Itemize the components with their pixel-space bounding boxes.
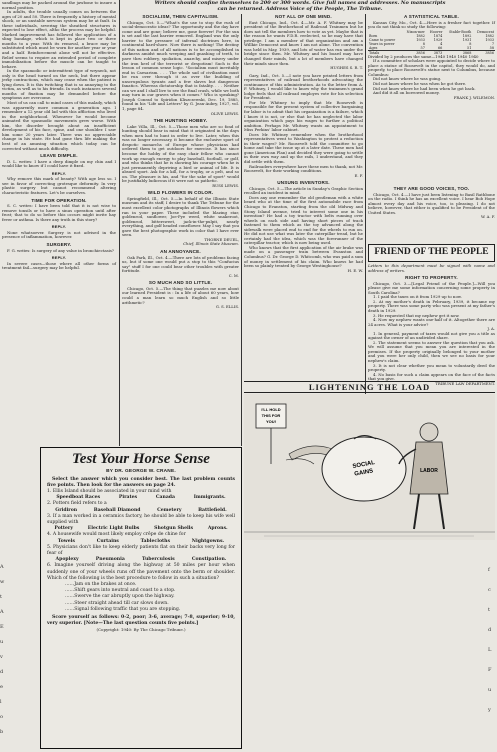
quiz-option[interactable]: Tablecloths (140, 538, 171, 544)
table-header-cell: Stable-Booth (449, 29, 472, 34)
quiz-option[interactable]: ……Steer straight ahead till car slows down. (65, 600, 169, 606)
letter-text: Chicago, Oct. 5.—The article in Sunday's Graphic Section recalled an incident in mind. (244, 185, 363, 196)
list-item: 2. At my mother's death in February, 1939, it became my property. There was some party who was present at my father's death in 1929. (368, 298, 495, 313)
paragraph: Most of us can call to mind cases of this malady, which was apparently more common a generation ago. I remember a 12 year old lad with this affliction who lived in the neighborhood. Whenever he would become animated the spasmodic movements grew worse. With him, the disorder brought about an insufficient development of his face, spine, and one shoulder. I saw him some 20 years later. There was no appreciable change in his state. He had gone thru life making the best of an amusing situation which today can be corrected without much difficulty. (2, 100, 116, 151)
section-heading: SURGERY. (46, 241, 72, 247)
question-text: D. L. writes: I have a deep dimple on my chin and I would like to know if I could have it fixed. (2, 158, 116, 169)
list-item: Did not know where he had been when he got back. (373, 85, 476, 91)
quiz-question: 4. A housewife would most likely employ crêpe de chine for (47, 532, 186, 538)
table-cell: 1933 (485, 37, 494, 42)
left-margin-fragments (0, 560, 8, 750)
quiz-option[interactable]: ……Jam on the brakes at once. (65, 582, 137, 588)
margin-letter: o (0, 714, 4, 720)
table-cell: 3873 (433, 50, 443, 55)
margin-letter: y (488, 707, 491, 713)
table-header-cell: Nixon-mer (406, 29, 425, 34)
list-item: Did not know where he was going. (373, 76, 442, 82)
quiz-option[interactable]: ……Shift gears into neutral and coast to a stop. (65, 588, 176, 594)
table-cell: 8 (422, 41, 425, 46)
table-cell: 1929 (433, 37, 443, 42)
quiz-option[interactable]: ……Signal following traffic that you are stopping. (65, 606, 181, 612)
table-cell: 1931 (462, 37, 472, 42)
margin-letter: t (0, 594, 3, 600)
letter-signature: H. E. W. (347, 267, 363, 273)
letter-signature-title: Chief, Illinois State Museum. (183, 241, 239, 247)
quiz-option[interactable]: ……Swerve the car abruptly upon the highway. (65, 594, 175, 600)
letters-column-4 (368, 14, 495, 143)
letter-text: Kansas City, Mo., Oct. 4.—Here is a fresher fact together. If you do not think so study the following: (368, 19, 495, 30)
cartoon-title: LIGHTENING THE LOAD (308, 382, 431, 392)
quiz-option[interactable]: Pirates (118, 495, 138, 501)
labor-figure-label: LABOR (420, 468, 438, 474)
letter-title: SOCIALISM, THEN CAPITALISM. (142, 14, 219, 19)
letter-signature: HUGHES S. R. T. (330, 65, 363, 71)
table-cell: 1882 (416, 33, 425, 38)
table-cell: Years in power (369, 41, 395, 46)
quiz-option[interactable]: Cemetery (157, 507, 182, 513)
quiz-option[interactable]: Nightgowns. (191, 538, 225, 544)
quiz-option[interactable]: Towels (57, 538, 76, 544)
department-signature: TRIBUNE LAW DEPARTMENT. (435, 380, 495, 386)
margin-letter: d (0, 669, 4, 675)
paragraph: sandbags may be packed around the jawbone to insure a normal position. (2, 0, 116, 10)
cartoon-sign-line-2: THIS FOR (261, 413, 281, 418)
editorial-banner: Writers should confine themselves to 200 or 300 words. Give full names and addresses. No manuscripts can be returned. Address Voice of the People, The Tribune. (154, 0, 446, 12)
reply-text: None whatsoever. Surgery is not advised in the presence of inflammation, however. (2, 229, 116, 240)
quiz-question: 5. Physicians don't like to keep elderly patients flat on their backs very long for fear of (47, 544, 235, 557)
friend-of-people-header (368, 244, 495, 262)
section-heading: LEAVE DIMPLE. (40, 153, 78, 159)
letter-text: Does Mr. Whitney remember when the brotherhood representatives went to Washington to protest a reduction in their wages? Mr. Roosevelt told the committee to go home and take the issue up at a later date. These men had gone (American Plan) and decided they were going to settle in their own way and up the rails, I understand, and they did settle with them. (244, 131, 363, 164)
letter-text: If a committee of scholars were appointed to decide where to place a statue of Roosevelt in the capitol, they would do, and properly, to place Roosevelt's statue next to Columbus, because Columbus: (368, 58, 495, 77)
table-cell: Ages (369, 45, 378, 50)
quiz-question: 6. Imagine yourself driving along the highway at 50 miles per hour when suddenly one of your wheels runs off the pavement onto the berm or shoulder. Which of the following is the best procedure to follow in such a situation? (47, 563, 235, 581)
letter-title: AN ANNOYANCE. (160, 248, 201, 254)
quiz-scoring: Score yourself as follows: 0-2, poor; 3-6, average; 7-8, superior; 9-10, very superior. [Note—The last question counts five points.] (47, 615, 235, 627)
letter-title: A STATISTICAL TABLE. (403, 14, 460, 19)
letter-signature: FRANK J. WILEMON. (453, 94, 495, 100)
quiz-option[interactable]: Gridiron (55, 507, 78, 513)
column-rule-1 (119, 0, 120, 446)
quiz-option[interactable]: Speedboat Races (56, 495, 101, 501)
margin-letter: d (488, 627, 492, 633)
reply-heading: REPLY. (51, 224, 67, 230)
letter-text: Does any one remember the old gentleman with a white beard who at the time of the first automobile race from Chicago to Evanston, starting from the old Midway and Stony Island avenue, tried to interest some one in his invention? He had a toy tractor with belts running over wheels on each side and having short pieces of track fastened to them which as the toy advanced along the sidewalk were placed end to end for the wheels to run on. He did not use what was later the caterpillar tread, but he certainly had the idea, which was the forerunner of the caterpillar tractor, which is now being used. (244, 194, 363, 246)
table-cell: 3868 (462, 50, 472, 55)
quiz-option-text: Jam on the brakes at once. (74, 582, 137, 588)
table-cell: 57 (420, 45, 425, 50)
reply-heading: REPLY. (51, 255, 67, 261)
table-cell: 58 (489, 45, 494, 50)
letter-text: Chicago, Oct. 3.—[Legal Friend of the People.]—Will you please give me some information concerning some property in South Carolina? (368, 280, 495, 295)
letter-text: For Mr. Whitney to imply that Mr. Roosevelt is responsible for the present system of collective bargaining for labor is to admit that his organization is a failure, which I know it is not, or else that he has neglected the labor organization which pays his wages to further a political ambition. Perhaps Mr. Whitney wants an appointment to Miss Perkins' labor cabinet. (244, 99, 363, 133)
margin-letter: v (0, 654, 3, 660)
quiz-option-text: Steer straight ahead till car slows down. (74, 600, 169, 606)
letter-title: THE HUNTING HOBBY. (153, 118, 208, 124)
table-cell: Born (369, 33, 378, 38)
letter-text: Chicago, Oct. 5.—The thing that puzzles me now about our learned President is : In a life of about 60 years, how could a man learn so much English and so little arithmetic? (122, 285, 239, 305)
reply-text: In severe cases—those where all other forms of treatment fail—surgery may be helpful. (2, 260, 116, 271)
department-note: Letters to this department must be signed with name and address of writers. (368, 263, 495, 273)
table-header-cell: Hoover (429, 29, 443, 34)
quiz-option-text: Signal following traffic that you are stopping. (74, 606, 181, 612)
column-rule-2 (241, 14, 242, 446)
letter-title: UNSUNG INVENTORS. (277, 180, 330, 186)
quiz-option[interactable]: Aprons. (207, 526, 228, 532)
quiz-option[interactable]: Baseball Diamond (93, 507, 141, 513)
quiz-option[interactable]: Immigrants. (193, 495, 226, 501)
margin-letter: A (0, 609, 4, 615)
reply-text: 2. The statement seems to answer the question that you ask. We will assume that you mean you are interested in the premises. If the property originally belonged to your mother and you were her only child, then we see no basis for your nephew's claim. (368, 339, 495, 363)
table-header-cell: Democrat (477, 29, 494, 34)
letter-text: Chicago, Oct. 4.—I have just been listening to Basil Rathbone on the radio. I think he has an excellent voice. I hear Bob Hope almost every day and his voice, too, is pleasing. I do not believe, however, that either is qualified to be President of the United States. (368, 191, 495, 215)
quiz-question: 1. Ellis Island should be associated in your mind with (47, 489, 172, 494)
table-cell: 1874 (433, 33, 443, 38)
labor-figure-head (420, 423, 438, 441)
margin-letter: b (0, 729, 4, 735)
letter-signature: J. A. (487, 326, 495, 332)
letter-signature: OLIVE LEWIS. (210, 110, 239, 116)
margin-letter: A (0, 564, 4, 570)
statistics-table (368, 30, 495, 55)
quiz-option[interactable]: Battlefield. (198, 507, 227, 513)
table-cell: 51 (467, 45, 472, 50)
quiz-option-list (47, 582, 235, 613)
quiz-option[interactable]: Constipation. (191, 557, 227, 563)
table-cell: 8 (469, 41, 472, 46)
margin-letter: f (488, 567, 490, 573)
quiz-option[interactable]: Tuberculosis (141, 557, 175, 563)
letter-signature: THORNE DEUEL, (204, 236, 239, 242)
quiz-question: 3. If a man worked in a ceramics factory, he should be able to keep his wife well supplied with (47, 513, 235, 526)
table-cell: 66 (438, 45, 443, 50)
table-cell: 1892 (462, 33, 472, 38)
letter-text: Chicago, Oct. 5.—"What's the use to stop the rush of social-democratic ideas? The opportunity and the day have come and are gone; believe me, gone forever! For the sun is set and the last barrier removed. England was the only barrier to the pressure of infernal doctrines here, in continental hard-shore. Now there is nothing! The destiny of this nation and of all nations is to be accomplished in darkness amidst much weeping and gnashing of teeth, to pave thru robbery, spoliation, anarchy, and misery under the iron heel of the terrorist or despotism! Such is the lesson of common sense logic. "Socialism must inevitably end in Caesarism. . . . The whole sad of civilization must be run over through it as over the building of unscrupulous tyrants and a few slaves but dangerous fanatics. Whereas dictatorship that is fatality. . . . Neither can we and I shall live to see the final crash, while we both may turn in our graves when it comes." Who is speaking? Joseph Conrad to Spiridon Kliszczewski, Dec. 19, 1885, found in his "Life and Letters" by G. Jean-Aubry, 1927, vol. 1, page 84. (122, 19, 239, 111)
sack-label-line-2: GAINS (353, 468, 374, 478)
quiz-option[interactable]: Pottery (54, 526, 74, 532)
table-cell: 4 (440, 41, 443, 46)
letter-signature: E. F. (354, 172, 363, 178)
letters-column-4-second (368, 186, 495, 244)
quiz-option[interactable]: Apoplexy (55, 557, 79, 563)
letter-text: Divided by 2 produces the same—1940 1940 1940 1940 (368, 53, 479, 59)
letter-title: WILD FLOWERS IN COLOR. (147, 190, 214, 196)
table-cell: 1933 (416, 37, 425, 42)
paragraph: In the spasmodic or intermittent type of wryneck, not only is the head turned on the neck, but there appear jerky contractions, which may cease when the patient is lying down. It is this twitching that is so annoying to the victim, as well as to his friends. In such instances several months of fixation may be demanded before the symptoms are overcome. (2, 68, 116, 101)
reply-heading: REPLY. (51, 170, 67, 176)
cartoon-drawing (244, 394, 495, 540)
letter-title: SO MUCH AND SO LITTLE. (148, 280, 213, 286)
letter-text: Who knows that the first application of the air brake was made on a passenger train between Evanston and Columbus? G. Dr. George D. Whitcomb, who was paid a sum of money in settlement of his claim. Who knows he had been so plainly treated by George Westinghouse? (244, 244, 363, 269)
margin-letter: u (488, 687, 492, 693)
section-heading: TIME FOR OPERATION. (31, 197, 87, 203)
paragraph: In adults, the trouble usually comes on between the ages of 20 and 50. There is frequently a history of mental shock, or an unstable nervous system may be at fault. In these individuals, severing the sheathed structures is expected to lose effect, altho the process may be helpful. Marked improvement has followed the application of a sling bandage, which is kept in place two or three months to a year. With its removal, a brace may be substituted which must be worn for another year or year and a half. Reinforcement alone will not be effective. Relief seems to require an extended period of complete immobilization before the muscle can be taught to behave. (2, 9, 116, 69)
reply-text: 1. In general, payment of taxes would not give you a title as against the owner of an undivided share. (368, 330, 495, 341)
health-column (2, 1, 116, 446)
margin-letter: t (488, 607, 491, 613)
letter-signature: W. A. F. (480, 214, 495, 220)
question-text: S. C. writes: I have been told that it is not wise to remove tonsils or to have a sinus operation until after frost; that to do so before this occurs might invite hay fever or asthma. Is there any truth in this story? (2, 203, 116, 222)
letter-text: Railroaders everywhere have these men to thank, not Mr. Roosevelt, for their working conditions. (244, 163, 364, 174)
margin-letter: w (0, 579, 5, 585)
table-cell: 7 (491, 41, 494, 46)
margin-letter: l (0, 699, 2, 705)
letter-text: Lake Villa, Ill., Oct. 5.—Those men who are so fond of hunting should bear in mind that it originated in the days when men had to hunt in order to live. Later, when this was no longer necessary, it became the exclusive sport of despotic monarchs of Europe whose physicians had ordered them to get outdoors for exercise. It has since become the hobby of the easy chair fellow who cannot work up enough energy to play baseball, football, or golf, and who thinks that he is showing his courage when he is just permanently depriving a bird or animal of life. It is absurd sport. Ask for a kill, for a trophy, or a pelt, and so on. The pleasure is his, and "for the sake of sport" would be justifiably ludicrous if it were not so pathetic. (122, 123, 239, 184)
quiz-copyright: (Copyright: 1940: By The Chicago Tribune.) (96, 627, 186, 633)
quiz-option-text: Shift gears into neutral and coast to a stop. (74, 588, 176, 594)
reply-text: Why remove this mark of beauty? With age less so. I see in favor of correcting grotesque deformity. In very plastic surgery but cannot recommend altering characteristic features. Let's be ourselves. (2, 176, 116, 195)
table-cell: 3856 (485, 50, 494, 55)
friend-of-people-title: FRIEND OF THE PEOPLE (374, 247, 489, 257)
sack-label-line-1: SOCIAL (352, 460, 376, 470)
editorial-cartoon (244, 394, 495, 540)
letters-column-2 (122, 14, 239, 446)
cartoon-sign-line-3: YOU! (266, 419, 276, 424)
table-cell: 3856 (416, 50, 425, 55)
table-cell: Totals (369, 50, 380, 55)
margin-letter: e (0, 684, 3, 690)
reply-text: 4. No basis for such a claim appears on the face of the facts that you give. (368, 371, 495, 382)
letter-title: THEY ARE GOOD VOICES, TOO. (393, 186, 470, 191)
margin-letter: F (488, 667, 492, 673)
quiz-instructions: Select the answer which you consider best. The last problem counts five points. Then look for the answers on page 24. (47, 476, 235, 488)
margin-letter: E (0, 624, 4, 630)
letter-signature: G. S. ELLIS. (215, 304, 239, 310)
list-item: 1. I paid the taxes on it from 1929 up to now. (373, 294, 462, 300)
cartoon-sign-line-1: I'LL HOLD (261, 407, 281, 412)
list-item: 3. He requested that my nephew get it now. (373, 312, 460, 318)
section-heading: RIGHT TO PROPERTY. (405, 275, 458, 281)
table-cell: 1882 (485, 33, 494, 38)
margin-letter: c (488, 587, 491, 593)
quiz-byline: BY DR. GEORGE W. CRANE. (106, 469, 176, 474)
reply-text: 3. It is not clear whether you mean to voluntarily deed the property. (368, 362, 495, 373)
quiz-option[interactable]: Pneumonia (95, 557, 125, 563)
quiz-title: Test Your Horse Sense (72, 451, 210, 467)
letter-text: Gary, Ind., Oct. 5.—I note you have printed letters from representatives of railroad brotherhoods advocating the continuance of this administration. As to the letter from A. F. Whitney, I would like to know why the trainmen's grand lodge feels that all railroad employes vote for his selection for President. (244, 72, 363, 101)
list-item: Did not know where he was when he got there. (373, 80, 467, 86)
letter-text: Oak Park, Ill., Oct. 4.—There are lots of problems facing us, but if some one would put a stop to this "Confucius say" stuff I for one could bear other troubles with greater fortitude. (122, 254, 239, 274)
table-cell: Came to power (369, 37, 396, 42)
letter-signature: RUSS LEWIS. (212, 182, 239, 188)
quiz-option-text: Swerve the car abruptly upon the highway. (74, 594, 175, 600)
list-item: And did it all on borrowed money. (373, 90, 440, 96)
letter-text: East Chicago, Ind., Oct. 4.—Mr. A. F. Whitney may be president of the Brotherhood of Railroad Trainmen but he does not tell the members how to vote as yet. Maybe that is the reason he wants F.D.R. reelected, so he may have that privilege. I am a member of that organization and am a Willkie Democrat and know I am not alone. The convention was held in May, 1939, and lots of water has run under the bridge since then. Mr. Whitney and his board may have changed their minds, but a lot of members have changed their minds since then. (244, 19, 363, 66)
friend-of-people-column (368, 263, 495, 386)
letter-title: NOT ALL OF ONE MIND. (275, 14, 332, 19)
margin-letter: u (0, 639, 4, 645)
letter-signature: C. M. (228, 272, 239, 278)
cartoon-title-bar (244, 381, 495, 393)
question-text: F. G. writes: Is surgery of any value in bronchiectasis? (7, 247, 114, 253)
quiz-option[interactable]: Shotgun Shells (154, 526, 194, 532)
list-item: 4. Now my nephew wants one-half of it. Altogether there are 24 acres. What is your advice? (368, 317, 495, 327)
horse-sense-quiz (40, 447, 242, 749)
margin-letter: L (488, 647, 492, 653)
quiz-option[interactable]: Canada (155, 495, 175, 501)
quiz-option[interactable]: Electric Light Bulbs (87, 526, 140, 532)
quiz-option[interactable]: Curtains (96, 538, 119, 544)
quiz-question: 2. Potters field refers to a (47, 501, 107, 507)
letter-text: Springfield, Ill., Oct. 5.—In behalf of the Illinois State museum and its staff, I desire to thank The Tribune for the most excellent color photographs of Illinois flowers which ran in your paper. These included the blazing star, goldenrod, sunflower, Joe-Pye weed, white snakeroot, goldenrod, bittersweet, jack-in-the-pulpit, nearly everything, and golf headed coneflower. May I say that you gave the best photographic work in color that I have ever seen. (122, 195, 239, 238)
right-margin-fragments (488, 560, 497, 750)
